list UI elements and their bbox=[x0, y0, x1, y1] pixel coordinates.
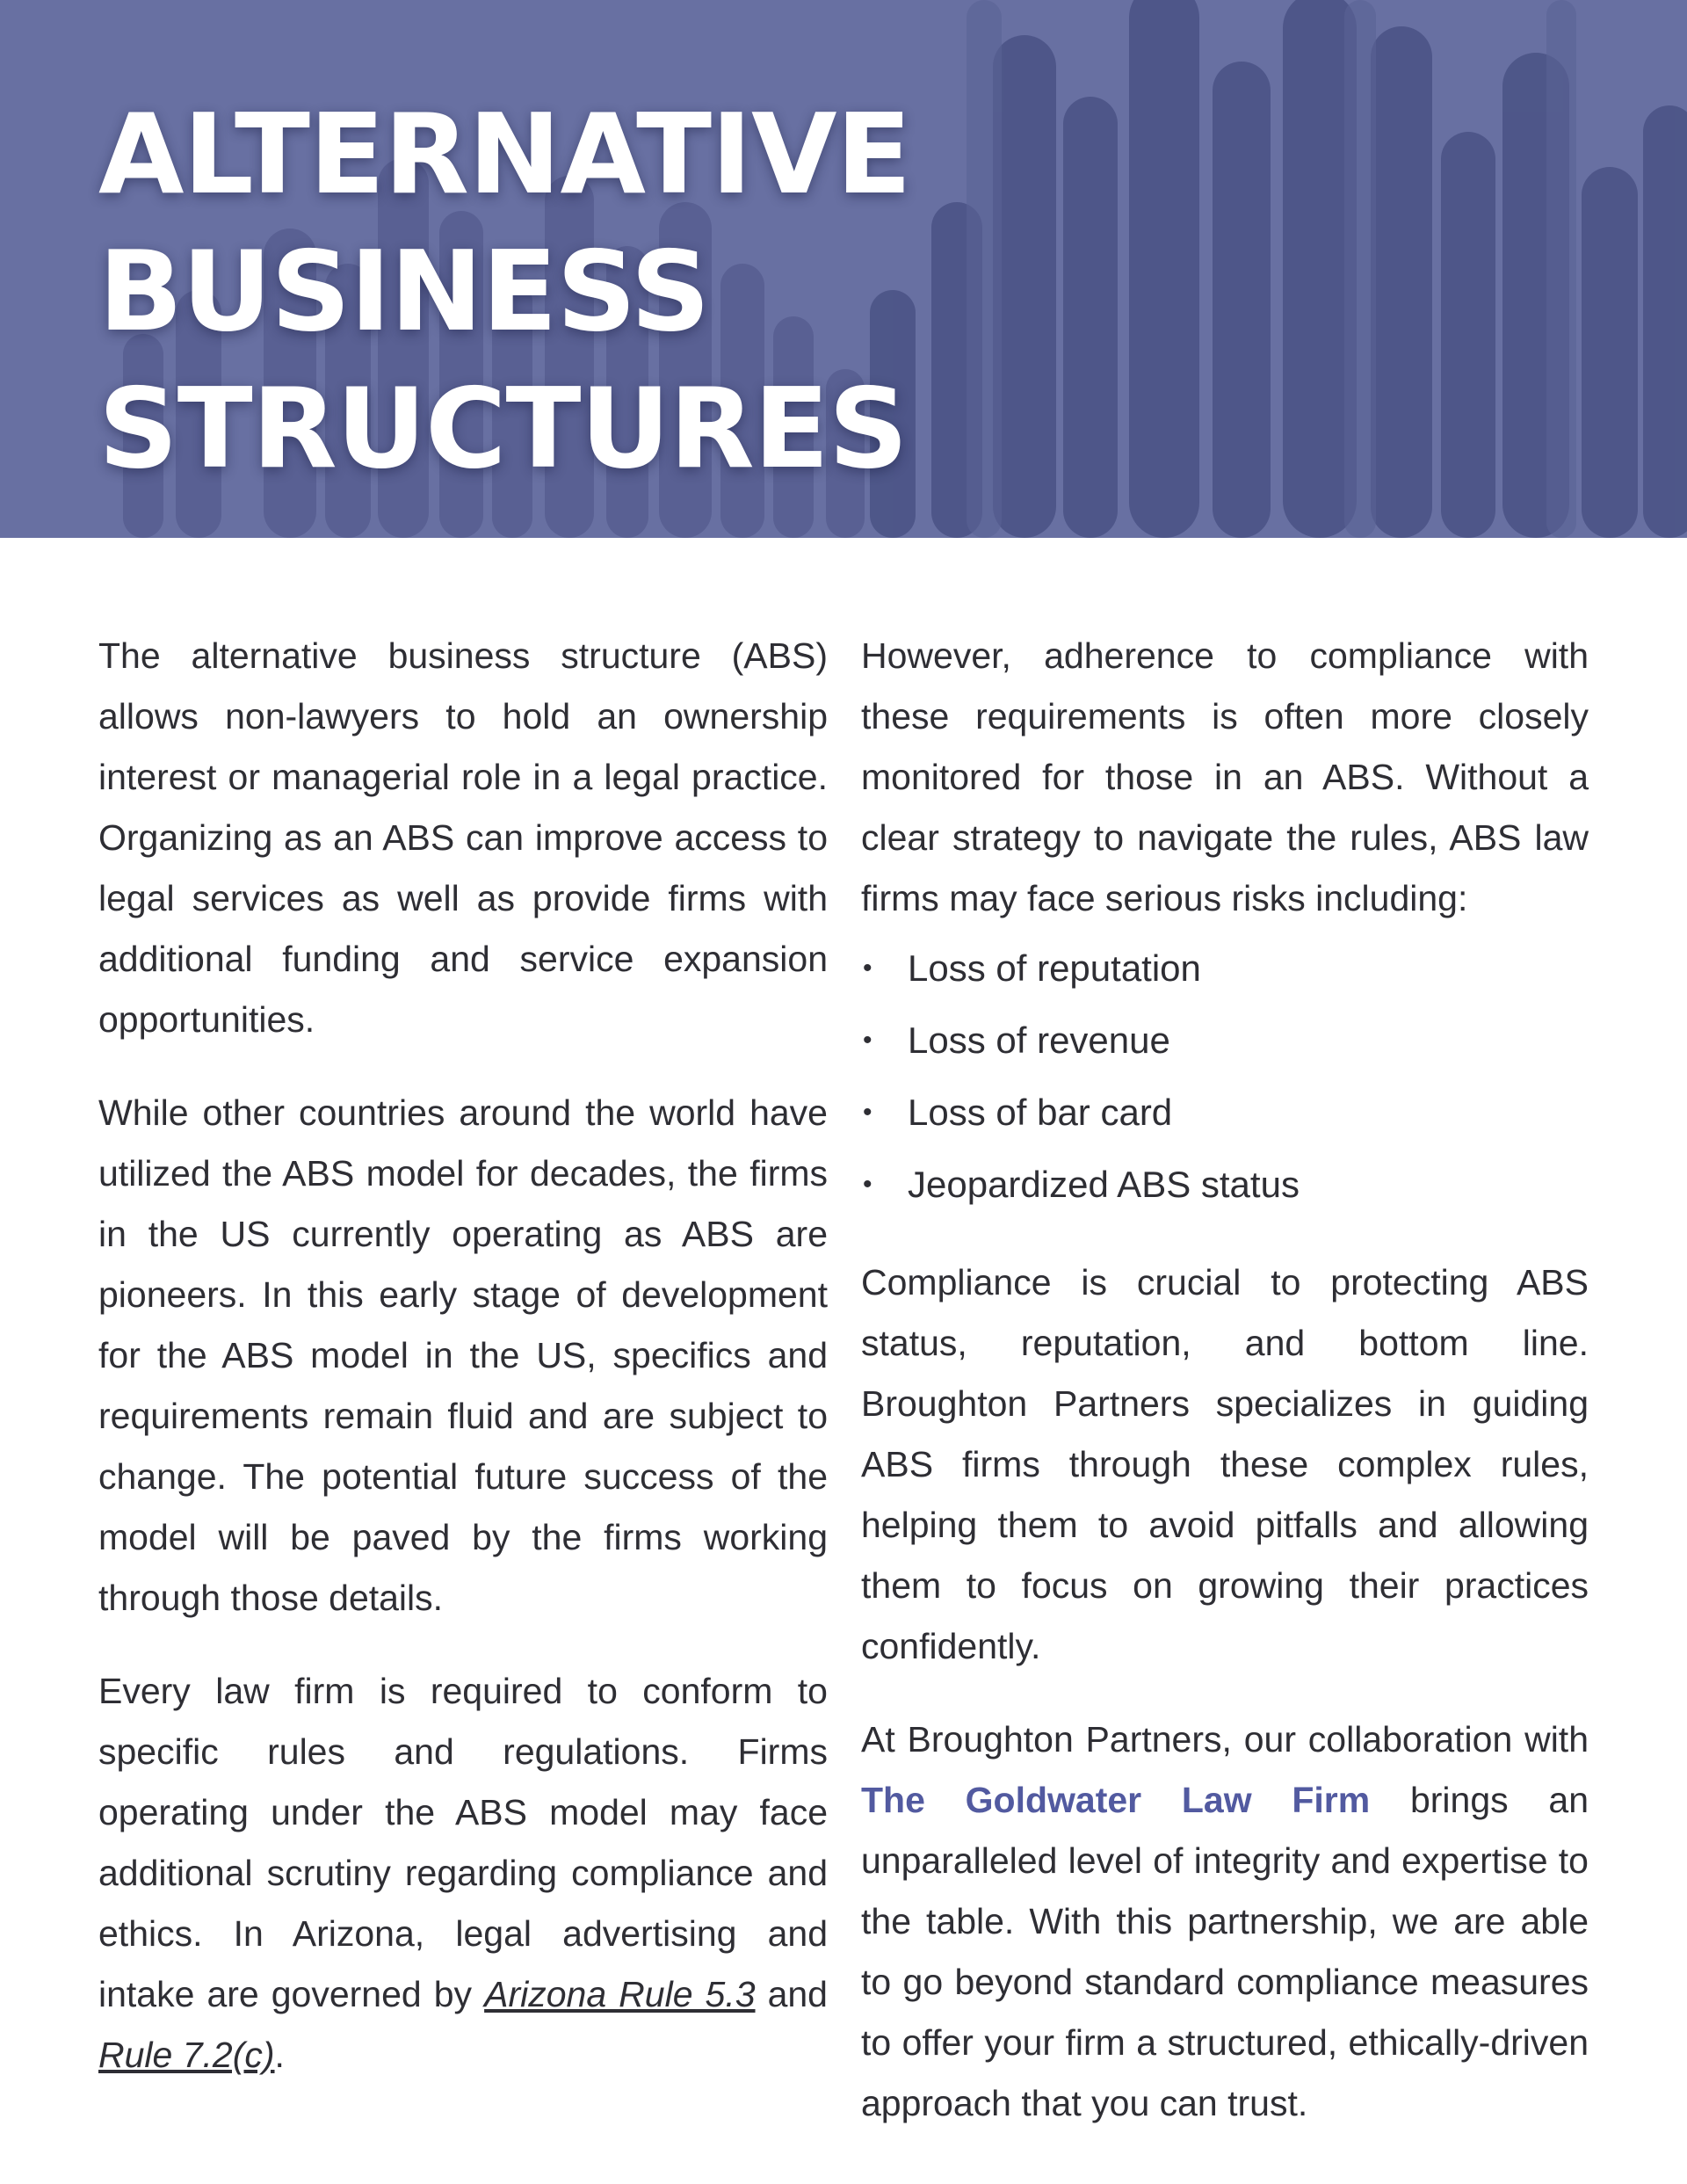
title-line-1: ALTERNATIVE bbox=[98, 90, 911, 219]
regulation-text-before: Every law firm is required to conform to specific rules and regulations. Firms operating under the ABS model may face additional scrutiny regarding compliance and ethics. In Arizona, legal advertising and intake are governed by bbox=[98, 1671, 828, 2014]
list-item bbox=[861, 1005, 1589, 1077]
risk-list bbox=[861, 932, 1589, 1221]
regulation-text-middle: and bbox=[755, 1974, 828, 2014]
risk-label: Loss of reputation bbox=[908, 947, 1201, 989]
regulation-paragraph bbox=[98, 1661, 828, 2086]
bullet-icon: • bbox=[863, 1026, 872, 1055]
compliance-intro-paragraph: However, adherence to compliance with these requirements is often more closely monitored for those in an ABS. Without a clear strategy to navigate the rules, ABS law firms may face serious risks including: bbox=[861, 635, 1589, 918]
risk-label: Loss of bar card bbox=[908, 1092, 1173, 1133]
page-title bbox=[98, 86, 911, 497]
title-line-2: BUSINESS bbox=[98, 227, 710, 356]
hero-banner bbox=[0, 0, 1687, 538]
left-column bbox=[98, 626, 828, 2118]
bullet-icon: • bbox=[863, 1170, 872, 1199]
regulation-text-after: . bbox=[274, 2035, 285, 2075]
history-paragraph: While other countries around the world have utilized the ABS model for decades, the firms in the US currently operating as ABS are pioneers. In this early stage of development for the ABS model in the US, specifics and requirements remain fluid and are subject to change. The potential future success of the model will be paved by the firms working through those details. bbox=[98, 1092, 828, 1618]
compliance-value-paragraph: Compliance is crucial to protecting ABS status, reputation, and bottom line. Broughton Partners specializes in guiding ABS firms through these complex rules, helping them to avoid pitfalls and allowing them to focus on growing their practices confidently. bbox=[861, 1262, 1589, 1666]
risk-label: Jeopardized ABS status bbox=[908, 1164, 1300, 1205]
arizona-rule-5-3-link[interactable]: Arizona Rule 5.3 bbox=[484, 1974, 756, 2014]
partnership-text-after: brings an unparalleled level of integrity and expertise to the table. With this partnership, we are able to go beyond standard compliance measures to offer your firm a structured, ethically-driven approach that you can trust. bbox=[861, 1780, 1589, 2123]
right-column bbox=[861, 626, 1589, 2166]
bullet-icon: • bbox=[863, 954, 872, 983]
list-item bbox=[861, 1077, 1589, 1149]
title-line-3: STRUCTURES bbox=[98, 364, 908, 493]
bullet-icon: • bbox=[863, 1098, 872, 1127]
goldwater-law-firm-link[interactable]: The Goldwater Law Firm bbox=[861, 1780, 1371, 1820]
rule-7-2c-link[interactable]: Rule 7.2(c) bbox=[98, 2035, 275, 2075]
risk-label: Loss of revenue bbox=[908, 1019, 1170, 1061]
partnership-paragraph bbox=[861, 1709, 1589, 2134]
intro-paragraph: The alternative business structure (ABS) allows non-lawyers to hold an ownership interest or managerial role in a legal practice. Organizing as an ABS can improve access to legal services as well as provide firms with additional funding and service expansion opportunities. bbox=[98, 635, 828, 1040]
list-item bbox=[861, 1149, 1589, 1221]
partnership-text-before: At Broughton Partners, our collaboration with bbox=[861, 1719, 1589, 1760]
list-item bbox=[861, 932, 1589, 1005]
